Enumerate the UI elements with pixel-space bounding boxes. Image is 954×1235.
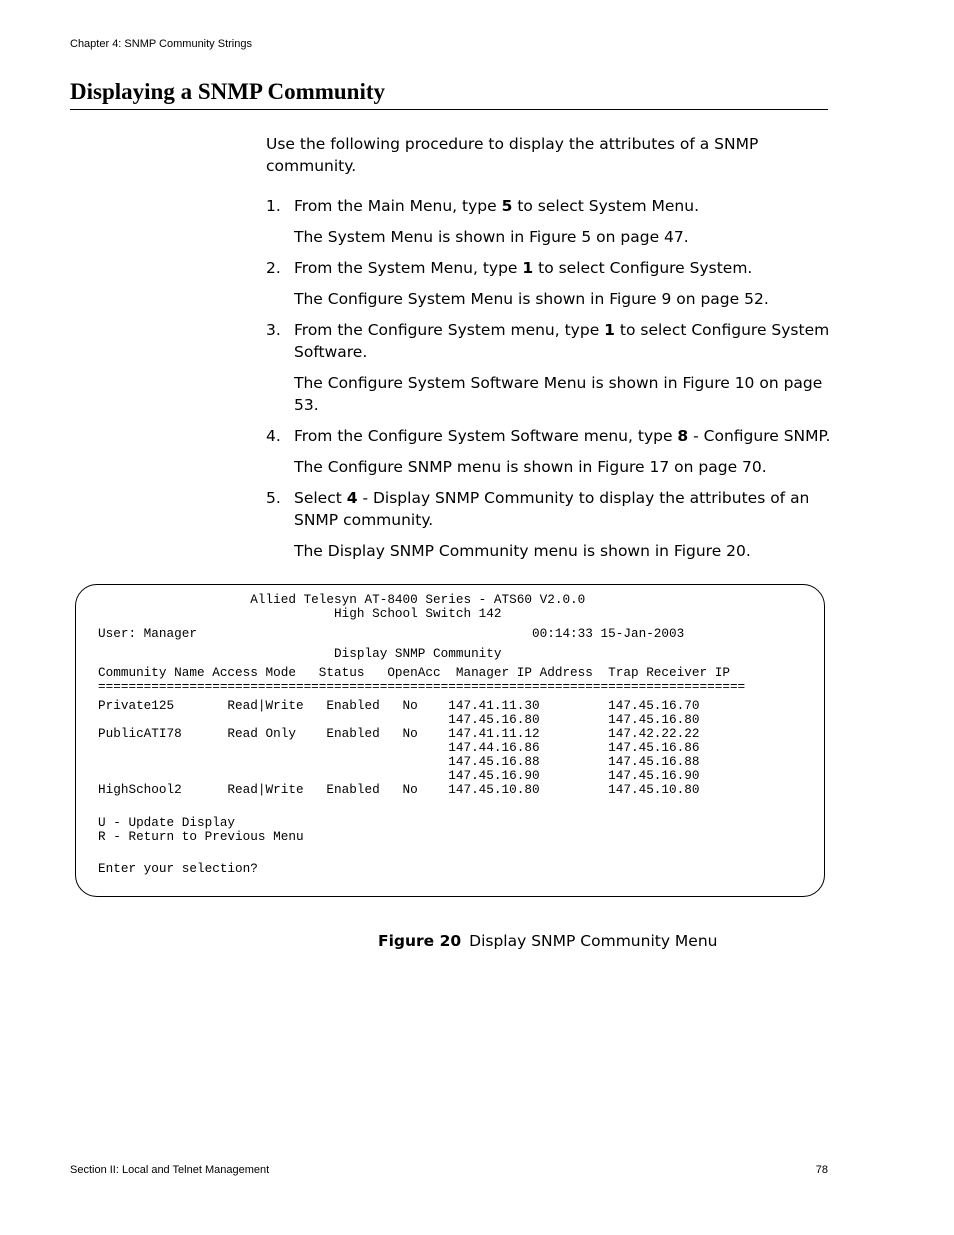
terminal-screen xyxy=(75,584,825,897)
page-number: 78 xyxy=(815,1164,828,1176)
terminal-menu-title: Display SNMP Community xyxy=(98,646,502,661)
procedure-step xyxy=(266,319,831,416)
menu-key: 4 xyxy=(346,489,358,507)
terminal-separator: ===================================================================================== xyxy=(98,679,746,694)
step-result: The System Menu is shown in Figure 5 on page 47. xyxy=(294,228,689,246)
terminal-table-row: Private125 Read|Write Enabled No 147.41.11.30 147.45.16.70 xyxy=(98,698,700,713)
terminal-table-row: 147.45.16.88 147.45.16.88 xyxy=(98,754,700,769)
terminal-table-header: Community Name Access Mode Status OpenAcc Manager IP Address Trap Receiver IP xyxy=(98,665,730,680)
terminal-option-return: R - Return to Previous Menu xyxy=(98,829,304,844)
step-instruction: From the Configure System Software menu, type 8 - Configure SNMP. xyxy=(294,427,831,445)
step-number: 3. xyxy=(266,321,281,339)
step-instruction: From the Configure System menu, type 1 to select Configure System Software. xyxy=(294,321,830,361)
terminal-table-row: PublicATI78 Read Only Enabled No 147.41.11.12 147.42.22.22 xyxy=(98,726,700,741)
section-title: Displaying a SNMP Community xyxy=(70,77,828,110)
terminal-table-row: 147.45.16.90 147.45.16.90 xyxy=(98,768,700,783)
terminal-option-update: U - Update Display xyxy=(98,815,236,830)
step-result: The Configure SNMP menu is shown in Figure 17 on page 70. xyxy=(294,458,767,476)
step-result: The Display SNMP Community menu is shown in Figure 20. xyxy=(294,542,751,560)
step-result: The Configure System Menu is shown in Figure 9 on page 52. xyxy=(294,290,769,308)
step-number: 5. xyxy=(266,489,281,507)
terminal-user-line: User: Manager 00:14:33 15-Jan-2003 xyxy=(98,626,685,641)
procedure-steps xyxy=(266,195,831,571)
step-result: The Configure System Software Menu is shown in Figure 10 on page 53. xyxy=(294,374,823,414)
procedure-step xyxy=(266,425,831,478)
terminal-table-row: HighSchool2 Read|Write Enabled No 147.45.10.80 147.45.10.80 xyxy=(98,782,700,797)
terminal-prompt: Enter your selection? xyxy=(98,861,258,876)
figure-label: Figure 20 xyxy=(378,932,462,950)
step-number: 2. xyxy=(266,259,281,277)
running-footer xyxy=(70,1164,828,1176)
step-instruction: From the System Menu, type 1 to select Configure System. xyxy=(294,259,753,277)
terminal-title-line: Allied Telesyn AT-8400 Series - ATS60 V2.0.0 xyxy=(98,592,586,607)
step-number: 4. xyxy=(266,427,281,445)
terminal-switch-name: High School Switch 142 xyxy=(98,606,502,621)
step-number: 1. xyxy=(266,197,281,215)
procedure-step xyxy=(266,257,831,310)
intro-paragraph: Use the following procedure to display the attributes of a SNMP community. xyxy=(266,135,759,175)
procedure-step xyxy=(266,195,831,248)
step-instruction: Select 4 - Display SNMP Community to display the attributes of an SNMP community. xyxy=(294,489,810,529)
menu-key: 8 xyxy=(677,427,689,445)
terminal-table-row: 147.45.16.80 147.45.16.80 xyxy=(98,712,700,727)
menu-key: 1 xyxy=(604,321,615,339)
footer-section: Section II: Local and Telnet Management xyxy=(70,1164,270,1176)
figure-caption-text: Display SNMP Community Menu xyxy=(469,932,718,950)
terminal-table-row: 147.44.16.86 147.45.16.86 xyxy=(98,740,700,755)
running-header: Chapter 4: SNMP Community Strings xyxy=(70,38,252,50)
menu-key: 1 xyxy=(522,259,534,277)
step-instruction: From the Main Menu, type 5 to select System Menu. xyxy=(294,197,699,215)
figure-caption xyxy=(378,930,718,952)
menu-key: 5 xyxy=(501,197,513,215)
procedure-step xyxy=(266,487,831,562)
